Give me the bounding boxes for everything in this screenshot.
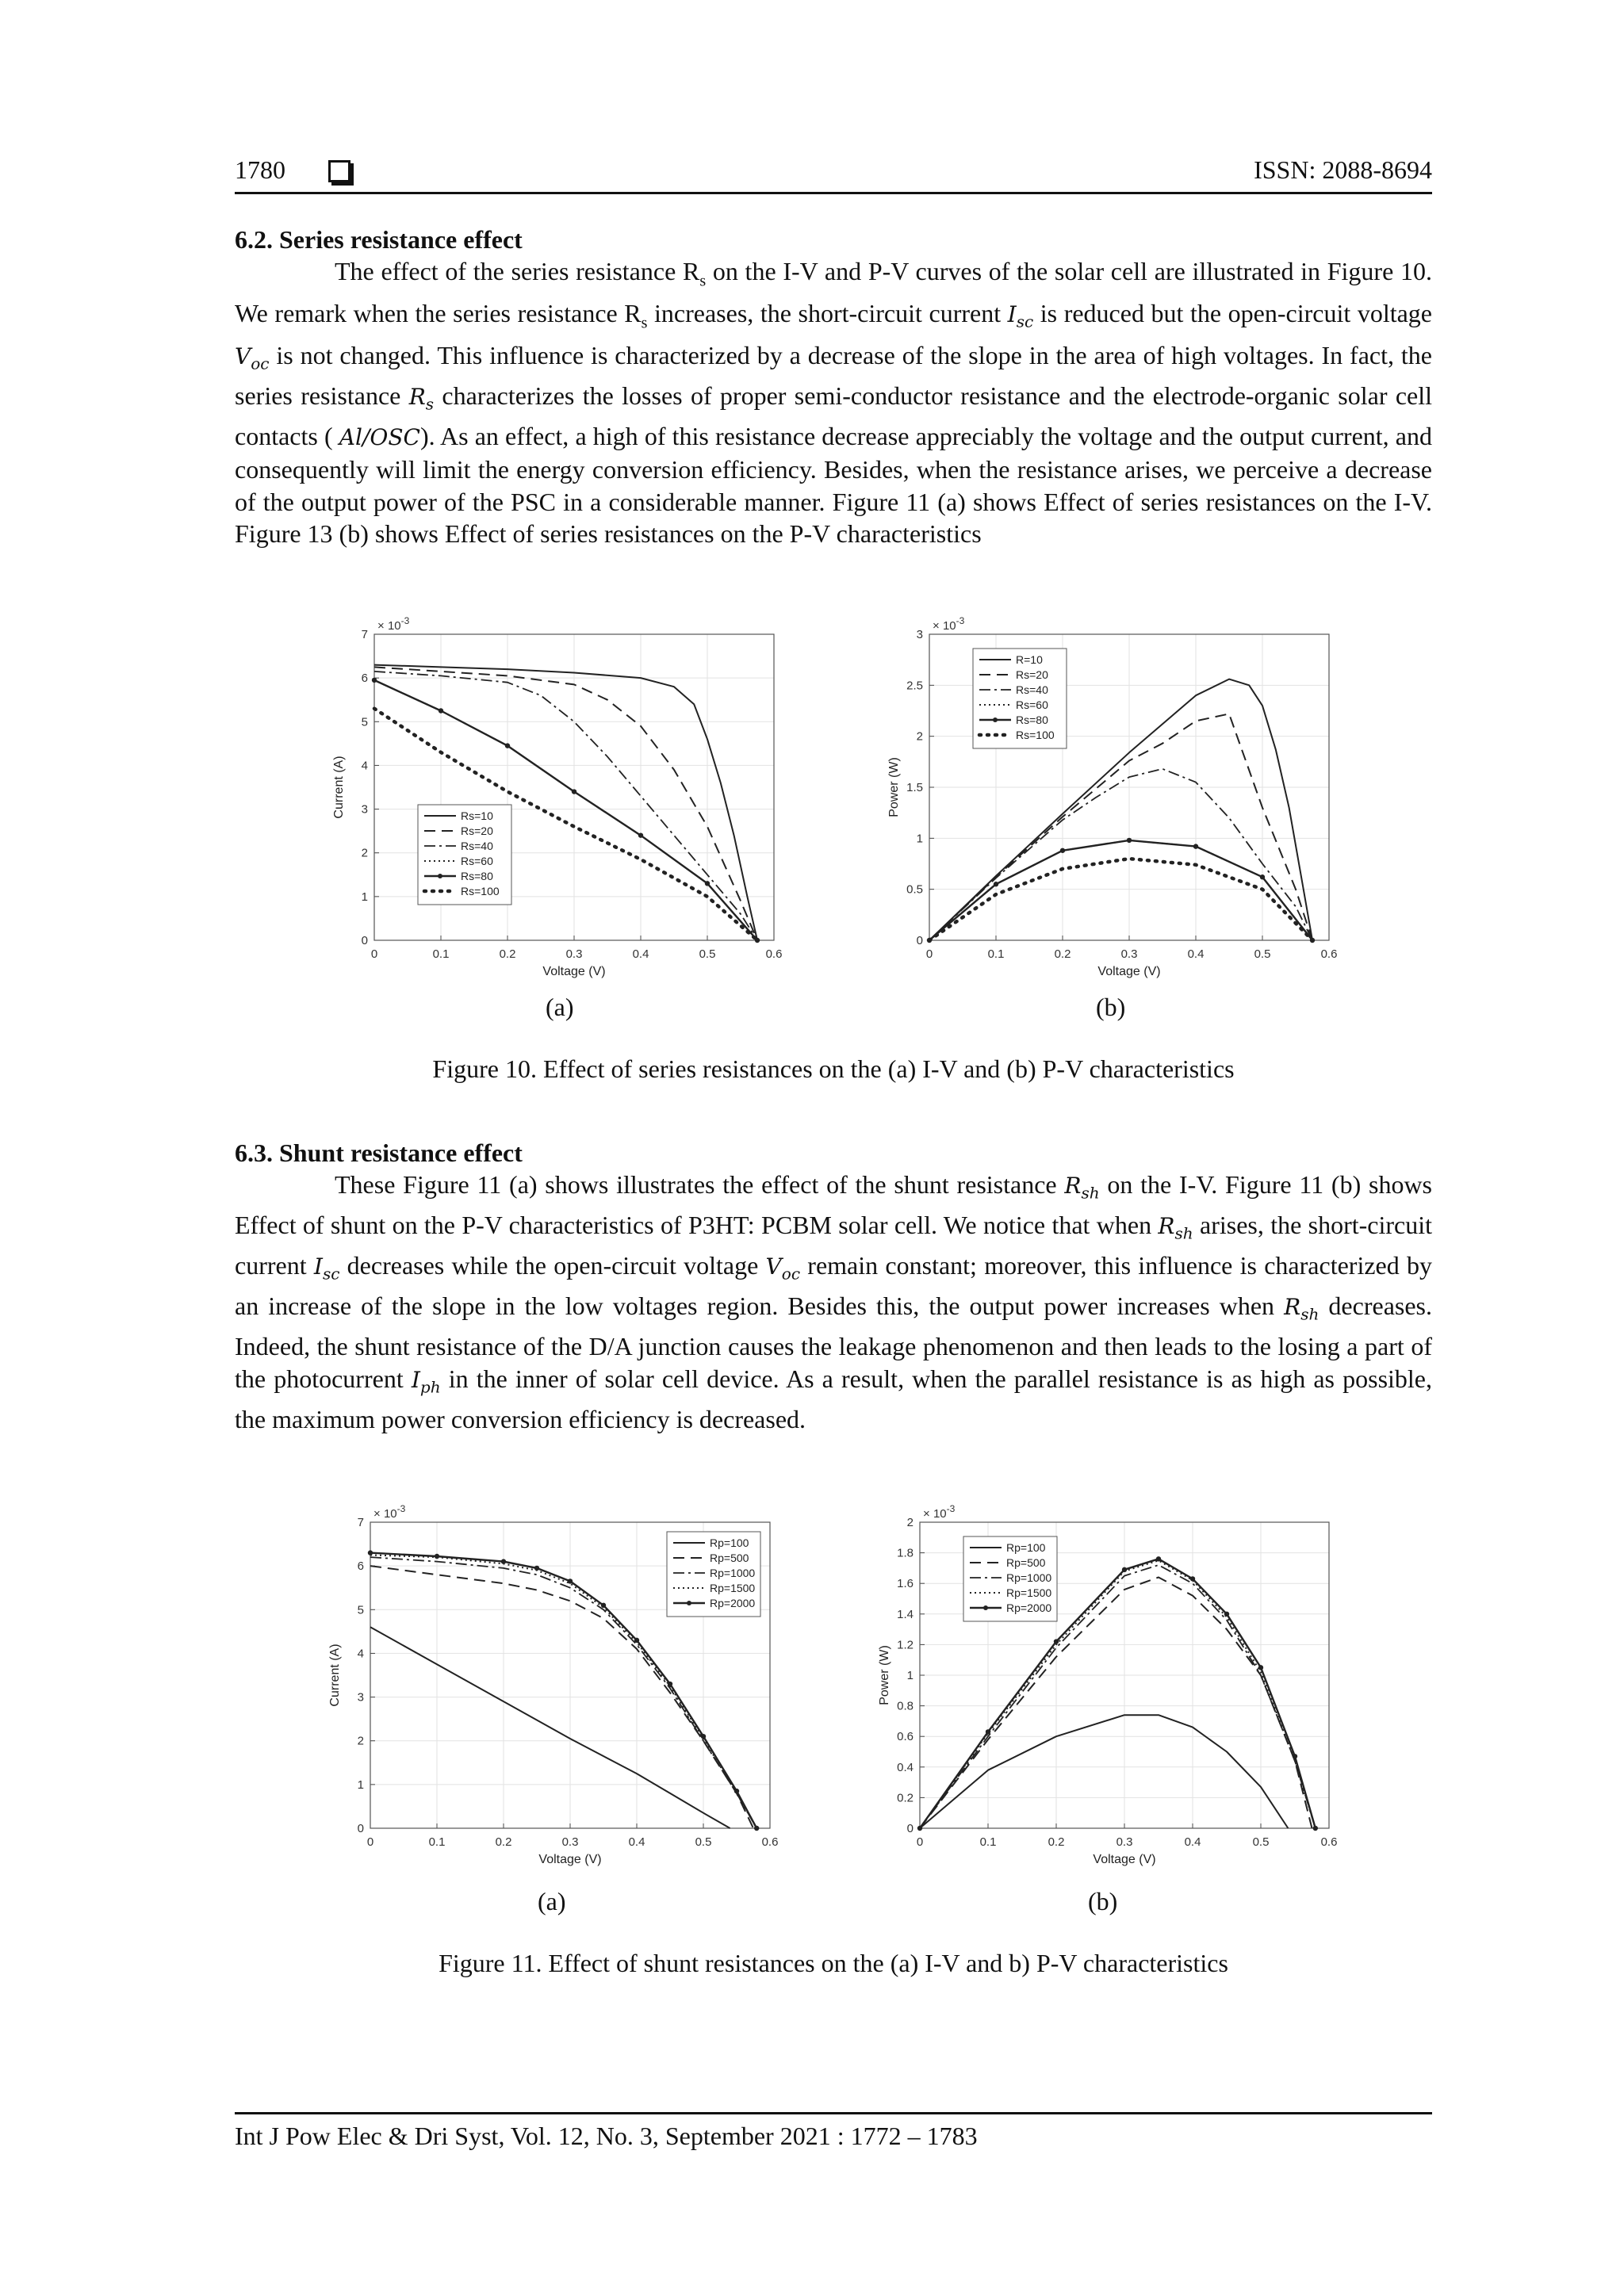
legend-entry: Rp=2000: [710, 1597, 756, 1609]
figure-11-label-b: (b): [1088, 1887, 1118, 1915]
series-marker: [505, 743, 510, 748]
legend-entry: Rp=100: [1006, 1541, 1046, 1554]
series-marker: [986, 1729, 990, 1734]
x-tick-label: 0.2: [495, 1835, 512, 1849]
axis-exponent: [923, 1503, 956, 1521]
section-title-6-3: 6.3. Shunt resistance effect: [235, 1138, 523, 1167]
series-marker: [701, 1734, 706, 1739]
y-tick-label: 0.5: [906, 882, 923, 897]
series-marker: [1127, 838, 1132, 843]
legend-entry: Rs=100: [461, 885, 500, 897]
text-run: in the inner of solar cell device. As a result, when the parallel resistance is as high as possible, the maximum power conversion efficiency is decreased.: [235, 1364, 1433, 1433]
x-tick-label: 0.6: [765, 947, 783, 961]
y-tick-label: 3: [361, 802, 368, 817]
y-tick-label: 4: [361, 759, 368, 773]
y-tick-label: 6: [357, 1559, 364, 1574]
legend-entry: Rp=500: [1006, 1556, 1046, 1569]
legend-marker: [438, 874, 442, 878]
x-axis-label: Voltage (V): [1093, 1853, 1156, 1866]
series-marker: [601, 1603, 606, 1608]
legend-entry: Rp=1000: [710, 1567, 756, 1579]
math-subscript: oc: [251, 354, 270, 373]
series-marker: [534, 1566, 539, 1571]
exponent-base: ×: [373, 1507, 384, 1521]
x-tick-label: 0.1: [987, 947, 1005, 961]
legend-entry: Rs=10: [461, 809, 493, 822]
header-rule: [235, 192, 1432, 194]
subscript: s: [641, 314, 648, 332]
math-subscript: sh: [1300, 1304, 1320, 1324]
x-tick-label: 0.5: [1254, 947, 1271, 961]
x-tick-label: 0.3: [1116, 1835, 1133, 1849]
math-symbol: [1158, 1213, 1193, 1243]
y-tick-label: 0: [916, 934, 923, 947]
series-marker: [372, 678, 377, 683]
y-tick-label: 1.4: [897, 1607, 914, 1621]
axis-exponent: [377, 615, 410, 633]
y-tick-label: 0: [361, 934, 368, 947]
figure-11-label-a: (a): [538, 1887, 566, 1915]
x-tick-label: 0.5: [1252, 1835, 1270, 1849]
x-tick-label: 0.3: [1120, 947, 1138, 961]
chart-legend: [973, 649, 1067, 748]
legend-entry: Rp=1500: [710, 1582, 756, 1594]
y-tick-label: 1: [357, 1777, 364, 1792]
math-symbol: [235, 342, 270, 373]
math-symbol: [1007, 300, 1034, 331]
legend-entry: Rs=20: [1016, 668, 1048, 681]
section-title-6-2: 6.2. Series resistance effect: [235, 225, 523, 254]
series-marker: [439, 708, 443, 713]
chart-legend: [667, 1532, 760, 1617]
y-tick-label: 2.5: [906, 679, 923, 693]
legend-entry: Rp=2000: [1006, 1601, 1052, 1614]
y-axis-label: Power (W): [878, 1645, 891, 1705]
series-marker: [1054, 1639, 1059, 1644]
text-run: remain constant; moreover, this influence is characterized by an increase of the slope in the low voltages region. Besides this, the output power increases when: [235, 1251, 1432, 1321]
math-subscript: sc: [322, 1264, 340, 1284]
y-axis-label: Current (A): [332, 756, 346, 819]
series-marker: [1260, 874, 1265, 879]
text-run: is reduced but the open-circuit voltage: [1033, 298, 1433, 327]
text-run: characterizes the losses of proper semi-conductor resistance and the electrode-organic solar cell contacts (: [235, 381, 1433, 450]
math-base: R: [1284, 1294, 1301, 1321]
series-marker: [1122, 1567, 1127, 1572]
y-tick-label: 0.4: [897, 1760, 914, 1774]
x-tick-label: 0: [925, 947, 933, 961]
y-tick-label: 2: [916, 729, 923, 744]
legend-entry: Rs=80: [1016, 714, 1048, 726]
series-marker: [1293, 1754, 1297, 1758]
issn: ISSN: 2088-8694: [1254, 155, 1432, 184]
x-tick-label: 0.4: [632, 947, 649, 961]
y-tick-label: 7: [361, 628, 368, 641]
x-tick-label: 0.4: [1184, 1835, 1201, 1849]
series-marker: [634, 1638, 639, 1643]
y-tick-label: 7: [357, 1516, 364, 1529]
square-bullet-icon: [328, 160, 350, 182]
series-marker: [1224, 1612, 1229, 1617]
x-tick-label: 0.5: [695, 1835, 712, 1849]
chart-svg: [321, 1498, 781, 1871]
y-tick-label: 0: [357, 1822, 364, 1835]
x-tick-label: 0.5: [699, 947, 716, 961]
legend-marker: [993, 718, 998, 722]
exponent-base: ×: [923, 1507, 933, 1521]
y-tick-label: 0: [906, 1822, 914, 1835]
math-symbol: [411, 1366, 441, 1397]
axis-exponent: [933, 615, 965, 633]
x-axis-label: Voltage (V): [1097, 965, 1161, 978]
y-tick-label: 5: [357, 1603, 364, 1617]
x-tick-label: 0.2: [1048, 1835, 1065, 1849]
x-axis-label: Voltage (V): [542, 965, 606, 978]
x-tick-label: 0.6: [761, 1835, 779, 1849]
axis-exponent: [373, 1503, 406, 1521]
x-tick-label: 0.1: [432, 947, 450, 961]
text-run: on the I-V. Figure 11 (b) shows Effect of shunt on the P-V characteristics of P3HT: PCBM solar cell. We notice that when: [235, 1170, 1433, 1240]
y-tick-label: 3: [357, 1690, 364, 1705]
legend-entry: Rs=40: [1016, 683, 1048, 696]
legend-entry: Rs=20: [461, 825, 493, 837]
y-tick-label: 3: [916, 628, 923, 641]
text-run: decreases. Indeed, the shunt resistance of the D/A junction causes the leakage phenomenon and then leads to the losing a part of the photocurrent: [235, 1292, 1433, 1393]
math-base: I: [313, 1253, 323, 1280]
text-run: is not changed. This influence is characterized by a decrease of the slope in the area of high voltages. In fact, the series resistance: [235, 340, 1432, 410]
legend-entry: R=10: [1016, 653, 1043, 666]
math-base: V: [235, 342, 251, 369]
exponent-power: -3: [396, 1503, 406, 1514]
y-tick-label: 1: [916, 832, 923, 846]
figure-10a-chart: [325, 610, 785, 983]
math-base: V: [765, 1253, 782, 1280]
figure-11-caption: Figure 11. Effect of shunt resistances on the (a) I-V and b) P-V characteristics: [439, 1949, 1228, 1977]
series-marker: [1258, 1665, 1263, 1670]
series-marker: [568, 1578, 573, 1583]
exponent-power: -3: [946, 1503, 956, 1514]
chart-svg: [880, 610, 1340, 983]
figure-10b-chart: [880, 610, 1340, 983]
legend-entry: Rs=60: [461, 855, 493, 867]
series-marker: [1156, 1556, 1161, 1561]
series-marker: [1060, 848, 1065, 853]
series-marker: [1190, 1576, 1195, 1581]
y-tick-label: 1.6: [897, 1577, 914, 1591]
x-axis-label: Voltage (V): [538, 1853, 602, 1866]
exponent-value: 10: [387, 619, 401, 633]
legend-marker: [687, 1601, 691, 1605]
x-tick-label: 0.6: [1320, 1835, 1338, 1849]
series-marker: [917, 1826, 922, 1831]
y-tick-label: 0.6: [897, 1730, 914, 1744]
x-tick-label: 0.3: [565, 947, 583, 961]
legend-entry: Rs=80: [461, 870, 493, 882]
text-run: These Figure 11 (a) shows illustrates the effect of the shunt resistance: [335, 1170, 1065, 1199]
math-subscript: sh: [1174, 1223, 1193, 1243]
math-symbol: [1064, 1173, 1100, 1203]
text-run: ). As an effect, a high of this resistance decrease appreciably the voltage and the output current, and consequently will limit the energy conversion efficiency. Besides, when the resistance arises, we perceive a decrease of the output power of the PSC in a considerable manner. Figure 11 (a) shows Effect of series resistances on the I-V. Figure 13 (b) shows Effect of series resistances on the P-V characteristics: [235, 421, 1433, 549]
y-tick-label: 1.8: [897, 1546, 914, 1560]
y-tick-label: 5: [361, 715, 368, 729]
series-marker: [435, 1554, 439, 1559]
legend-entry: Rp=1500: [1006, 1586, 1052, 1599]
math-subscript: oc: [781, 1264, 801, 1284]
series-marker: [994, 882, 998, 886]
text-run: decreases while the open-circuit voltage: [339, 1251, 766, 1280]
footer-rule: [235, 2112, 1432, 2114]
y-tick-label: 1.2: [897, 1638, 914, 1652]
math-symbol: [339, 424, 420, 450]
legend-entry: Rs=40: [461, 840, 493, 852]
y-tick-label: 0.8: [897, 1699, 914, 1713]
series-marker: [368, 1550, 373, 1555]
y-axis-label: Power (W): [887, 757, 901, 817]
x-tick-label: 0.4: [1187, 947, 1205, 961]
legend-entry: Rp=1000: [1006, 1571, 1052, 1584]
series-marker: [754, 1826, 759, 1831]
exponent-power: -3: [400, 615, 410, 626]
math-subscript: sc: [1016, 312, 1034, 331]
chart-svg: [864, 1498, 1340, 1871]
figure-10-caption: Figure 10. Effect of series resistances on the (a) I-V and (b) P-V characteristics: [432, 1054, 1235, 1083]
series-marker: [734, 1789, 739, 1793]
text-run: increases, the short-circuit current: [647, 298, 1008, 327]
y-tick-label: 1: [361, 890, 368, 904]
y-tick-label: 2: [906, 1516, 914, 1529]
series-marker: [572, 789, 576, 794]
x-tick-label: 0: [370, 947, 378, 961]
x-tick-label: 0.1: [428, 1835, 446, 1849]
section-6-2-paragraph: [235, 255, 1432, 550]
figure-11a-chart: [321, 1498, 781, 1871]
math-base: R: [1158, 1213, 1175, 1240]
math-symbol: [408, 383, 435, 414]
exponent-base: ×: [933, 619, 943, 633]
page-footer: Int J Pow Elec & Dri Syst, Vol. 12, No. 3, September 2021 : 1772 – 1783: [235, 2122, 978, 2150]
y-tick-label: 2: [357, 1734, 364, 1748]
series-marker: [501, 1559, 506, 1563]
math-symbol: [765, 1253, 801, 1284]
math-base: R: [1064, 1173, 1082, 1199]
math-base: R: [408, 383, 426, 410]
legend-entry: Rs=100: [1016, 729, 1055, 741]
x-tick-label: 0.2: [1054, 947, 1071, 961]
series-marker: [638, 832, 643, 837]
y-tick-label: 4: [357, 1647, 364, 1661]
math-subscript: ph: [419, 1377, 441, 1397]
chart-legend: [963, 1536, 1057, 1621]
y-axis-label: Current (A): [328, 1644, 342, 1707]
figure-10-label-b: (b): [1096, 993, 1126, 1021]
series-marker: [705, 881, 710, 886]
x-tick-label: 0.2: [499, 947, 516, 961]
math-base: I: [1007, 300, 1017, 327]
x-tick-label: 0: [366, 1835, 374, 1849]
legend-entry: Rs=60: [1016, 698, 1048, 711]
text-run: arises, the short-circuit current: [235, 1211, 1433, 1280]
x-tick-label: 0.4: [628, 1835, 645, 1849]
page-number: 1780: [235, 155, 285, 184]
y-tick-label: 1: [906, 1669, 914, 1682]
figure-11b-chart: [864, 1498, 1340, 1871]
section-6-3-paragraph: [235, 1169, 1432, 1435]
math-subscript: sh: [1081, 1183, 1100, 1203]
series-marker: [668, 1682, 672, 1686]
chart-legend: [418, 805, 511, 905]
math-base: I: [411, 1366, 420, 1393]
exponent-value: 10: [383, 1507, 397, 1521]
chart-svg: [325, 610, 785, 983]
exponent-power: -3: [956, 615, 965, 626]
exponent-value: 10: [933, 1507, 947, 1521]
figure-10-label-a: (a): [546, 993, 574, 1021]
exponent-base: ×: [377, 619, 388, 633]
exponent-value: 10: [942, 619, 956, 633]
math-symbol: [313, 1253, 340, 1284]
math-subscript: s: [425, 394, 435, 414]
math-symbol: [1284, 1294, 1320, 1324]
y-tick-label: 6: [361, 672, 368, 686]
page-header: [235, 155, 1432, 195]
series-marker: [1313, 1826, 1318, 1831]
text-run: The effect of the series resistance R: [335, 257, 700, 285]
legend-entry: Rp=100: [710, 1536, 749, 1549]
legend-entry: Rp=500: [710, 1552, 749, 1564]
legend-marker: [983, 1605, 988, 1610]
y-tick-label: 0.2: [897, 1791, 914, 1805]
y-tick-label: 2: [361, 846, 368, 860]
text-run: on the I-V and P-V curves of the solar cell are illustrated in Figure 10. We remark when the series resistance R: [235, 257, 1433, 327]
x-tick-label: 0.1: [979, 1835, 997, 1849]
x-tick-label: 0.3: [561, 1835, 579, 1849]
x-tick-label: 0.6: [1320, 947, 1338, 961]
subscript: s: [699, 272, 707, 290]
math-base: Al/OSC: [339, 423, 420, 450]
series-marker: [1193, 844, 1198, 848]
y-tick-label: 1.5: [906, 781, 923, 794]
x-tick-label: 0: [916, 1835, 924, 1849]
